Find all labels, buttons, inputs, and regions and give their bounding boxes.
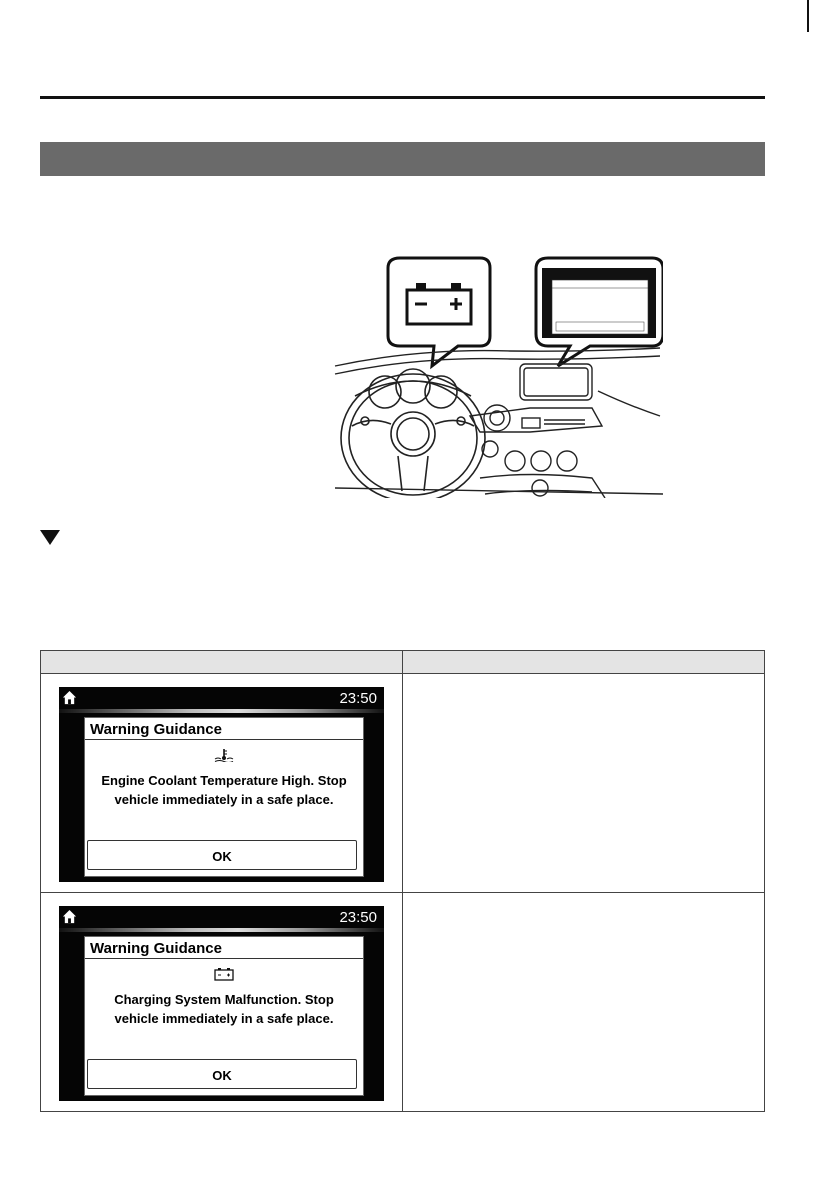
dialog-title: Warning Guidance bbox=[85, 937, 363, 959]
header-glow-line bbox=[59, 928, 384, 932]
page-edge-line bbox=[807, 0, 809, 32]
clock: 23:50 bbox=[339, 690, 377, 707]
description-cell bbox=[403, 893, 765, 1112]
screen-cell bbox=[41, 674, 403, 893]
dialog-title: Warning Guidance bbox=[85, 718, 363, 740]
section-heading-bar bbox=[40, 142, 765, 176]
description-cell bbox=[403, 674, 765, 893]
table-header-cell bbox=[403, 651, 765, 674]
section-bullet-triangle bbox=[40, 530, 60, 545]
display-screen bbox=[59, 687, 384, 882]
message-line-1: Engine Coolant Temperature High. Stop bbox=[101, 773, 347, 788]
table-header-cell bbox=[41, 651, 403, 674]
message-line-2: vehicle immediately in a safe place. bbox=[114, 792, 334, 807]
message-line-2: vehicle immediately in a safe place. bbox=[114, 1011, 334, 1026]
steering-wheel bbox=[341, 369, 485, 498]
display-screen bbox=[59, 906, 384, 1101]
battery-icon bbox=[212, 967, 236, 981]
ok-button[interactable]: OK bbox=[87, 1059, 357, 1089]
ok-button[interactable]: OK bbox=[87, 840, 357, 870]
dialog-message bbox=[91, 990, 357, 1028]
clock: 23:50 bbox=[339, 909, 377, 926]
screen-cell bbox=[41, 893, 403, 1112]
coolant-temperature-icon bbox=[212, 748, 236, 762]
header-glow-line bbox=[59, 709, 384, 713]
header-rule bbox=[40, 96, 765, 99]
home-icon[interactable] bbox=[62, 690, 77, 705]
home-icon[interactable] bbox=[62, 909, 77, 924]
message-line-1: Charging System Malfunction. Stop bbox=[114, 992, 334, 1007]
warning-dialog bbox=[84, 717, 364, 877]
battery-callout bbox=[388, 258, 490, 366]
warning-guidance-table bbox=[40, 650, 765, 1112]
warning-dialog bbox=[84, 936, 364, 1096]
dialog-message bbox=[91, 771, 357, 809]
table-row bbox=[41, 674, 765, 893]
table-header-row bbox=[41, 651, 765, 674]
dashboard-outline bbox=[335, 348, 663, 498]
dashboard-illustration bbox=[330, 256, 663, 498]
table-row bbox=[41, 893, 765, 1112]
